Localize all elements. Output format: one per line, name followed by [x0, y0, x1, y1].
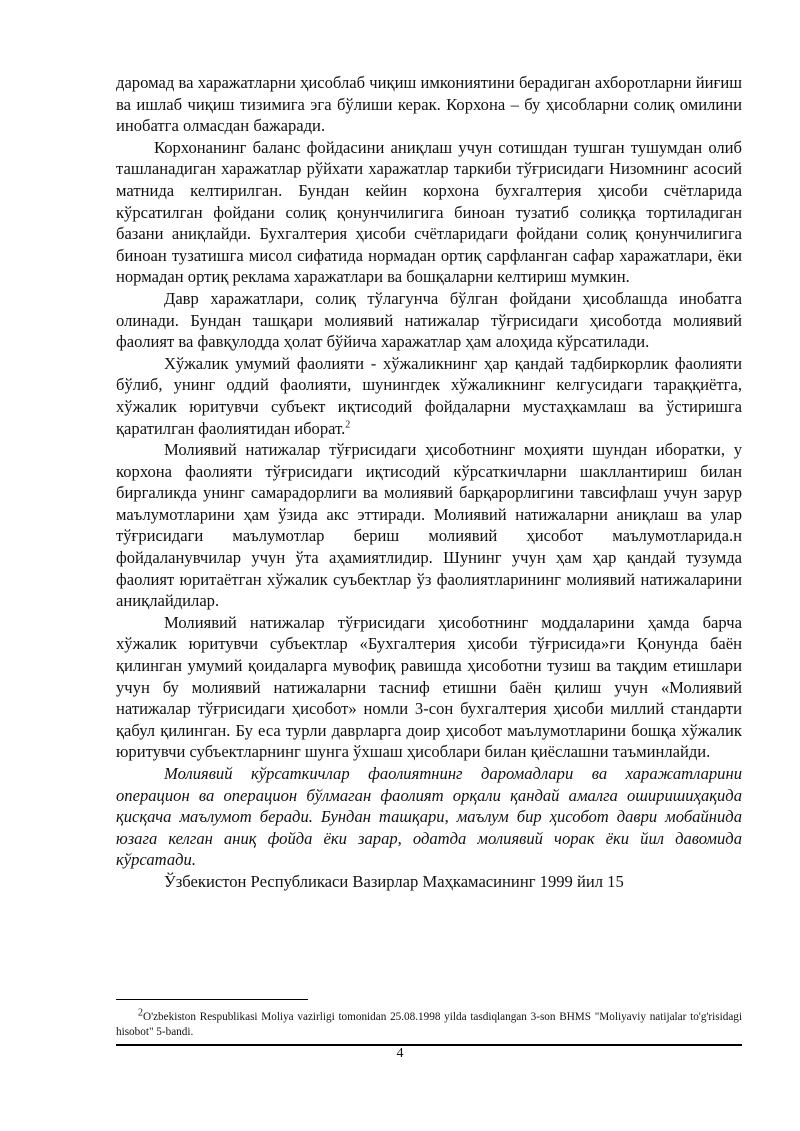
footnote — [116, 1007, 742, 1040]
paragraph-4-text: Хўжалик умумий фаолияти - хўжаликнинг ҳар қандай тадбиркорлик фаолияти бўлиб, унинг оддий фаолияти, шунингдек хўжаликнинг келгусидаги тараққиётга, хўжалик юритувчи субъект иқтисодий фойдаларни мустаҳкамлаш ва ўстиришга қаратилган фаолиятидан иборат. — [116, 353, 742, 438]
footnote-reference[interactable]: 2 — [345, 418, 351, 430]
paragraph-6: Молиявий натижалар тўғрисидаги ҳисоботнинг моддаларини ҳамда барча хўжалик юритувчи субъектлар «Бухгалтерия ҳисоби тўғрисида»ги Қонунда баён қилинган умумий қоидаларга мувофиқ равишда ҳисоботни тузиш ва тақдим етишлари учун бу молиявий натижаларни тасниф етишни баён қилиш учун «Молиявий натижалар тўғрисидаги ҳисобот» номли 3-сон бухгалтерия ҳисоби миллий стандарти қабул қилинган. Бу еса турли даврларга доир ҳисобот маълумотларини бошқа хўжалик юритувчи субъектларнинг шунга ўхшаш ҳисоблари билан қиёслашни таъминлайди. — [116, 612, 742, 762]
paragraph-4 — [116, 353, 742, 439]
paragraph-8: Ўзбекистон Республикаси Вазирлар Маҳкамасининг 1999 йил 15 — [164, 871, 624, 891]
paragraph-5: Молиявий натижалар тўғрисидаги ҳисоботнинг моҳияти шундан иборатки, у корхона фаолияти тўғрисидаги иқтисодий кўрсаткичларни шакллантириш билан биргаликда унинг самарадорлиги ва молиявий барқарорлигини тавсифлаш учун зарур маълумотларини ҳам ўзида акс эттиради. Молиявий натижаларни аниқлаш ва улар тўғрисидаги маълумотлар бериш молиявий ҳисобот маълумотларида.н фойдаланувчилар учун ўта аҳамиятлидир. Шунинг учун ҳам ҳар қандай тузумда фаолият юритаётган хўжалик суъбектлар ўз фаолиятларининг молиявий натижаларини аниқлайдилар. — [116, 440, 742, 611]
document-body — [116, 72, 742, 893]
paragraph-3: Давр харажатлари, солиқ тўлагунча бўлган фойдани ҳисоблашда инобатга олинади. Бундан ташқари молиявий натижалар тўғрисидаги ҳисоботда молиявий фаолият ва фавқулодда ҳолат бўйича харажатлар ҳам алоҳида кўрсатилади. — [116, 288, 742, 352]
footnote-separator — [116, 999, 308, 1000]
page-number: 4 — [396, 1046, 404, 1061]
paragraph-2: Корхонанинг баланс фойдасини аниқлаш учун сотишдан тушган тушумдан олиб ташланадиган харажатлар рўйхати харажатлар таркиби тўғрисидаги Низомнинг асосий матнида келтирилган. Бундан кейин корхона бухгалтерия ҳисоби счётларида кўрсатилган фойдани солиқ қонунчилигига биноан тузатиб солиққа тортиладиган базани аниқлайди. Бухгалтерия ҳисоби счётларидаги фойдани солиқ қонунчилигига биноан тузатишга мисол сифатида нормадан ортиқ сарфланган сафар харажатлари, ёки нормадан ортиқ реклама харажатлари ва бошқаларни келтириш мумкин. — [116, 137, 742, 287]
paragraph-7-italic: Молиявий кўрсаткичлар фаолиятнинг даромадлари ва харажатларини операцион ва операцион бўлмаган фаолият орқали қандай амалга оширишиҳақида қисқача маълумот беради. Бундан ташқари, маълум бир ҳисобот даври мобайнида юзага келган аниқ фойда ёки зарар, одатда молиявий чорак ёки йил давомида кўрсатади. — [116, 764, 742, 870]
footnote-text: O'zbekiston Respublikasi Moliya vazirligi tomonidan 25.08.1998 yilda tasdiqlangan 3-son BHMS "Moliyaviy natijalar to'g'risidagi hisobot" 5-bandi. — [116, 1011, 742, 1038]
footnote-marker: 2 — [138, 1007, 143, 1019]
paragraph-1: даромад ва харажатларни ҳисоблаб чиқиш имкониятини берадиган ахборотларни йиғиш ва ишлаб чиқиш тизимига эга бўлиши керак. Корхона – бу ҳисобларни солиқ омилини инобатга олмасдан бажаради. — [116, 73, 742, 136]
